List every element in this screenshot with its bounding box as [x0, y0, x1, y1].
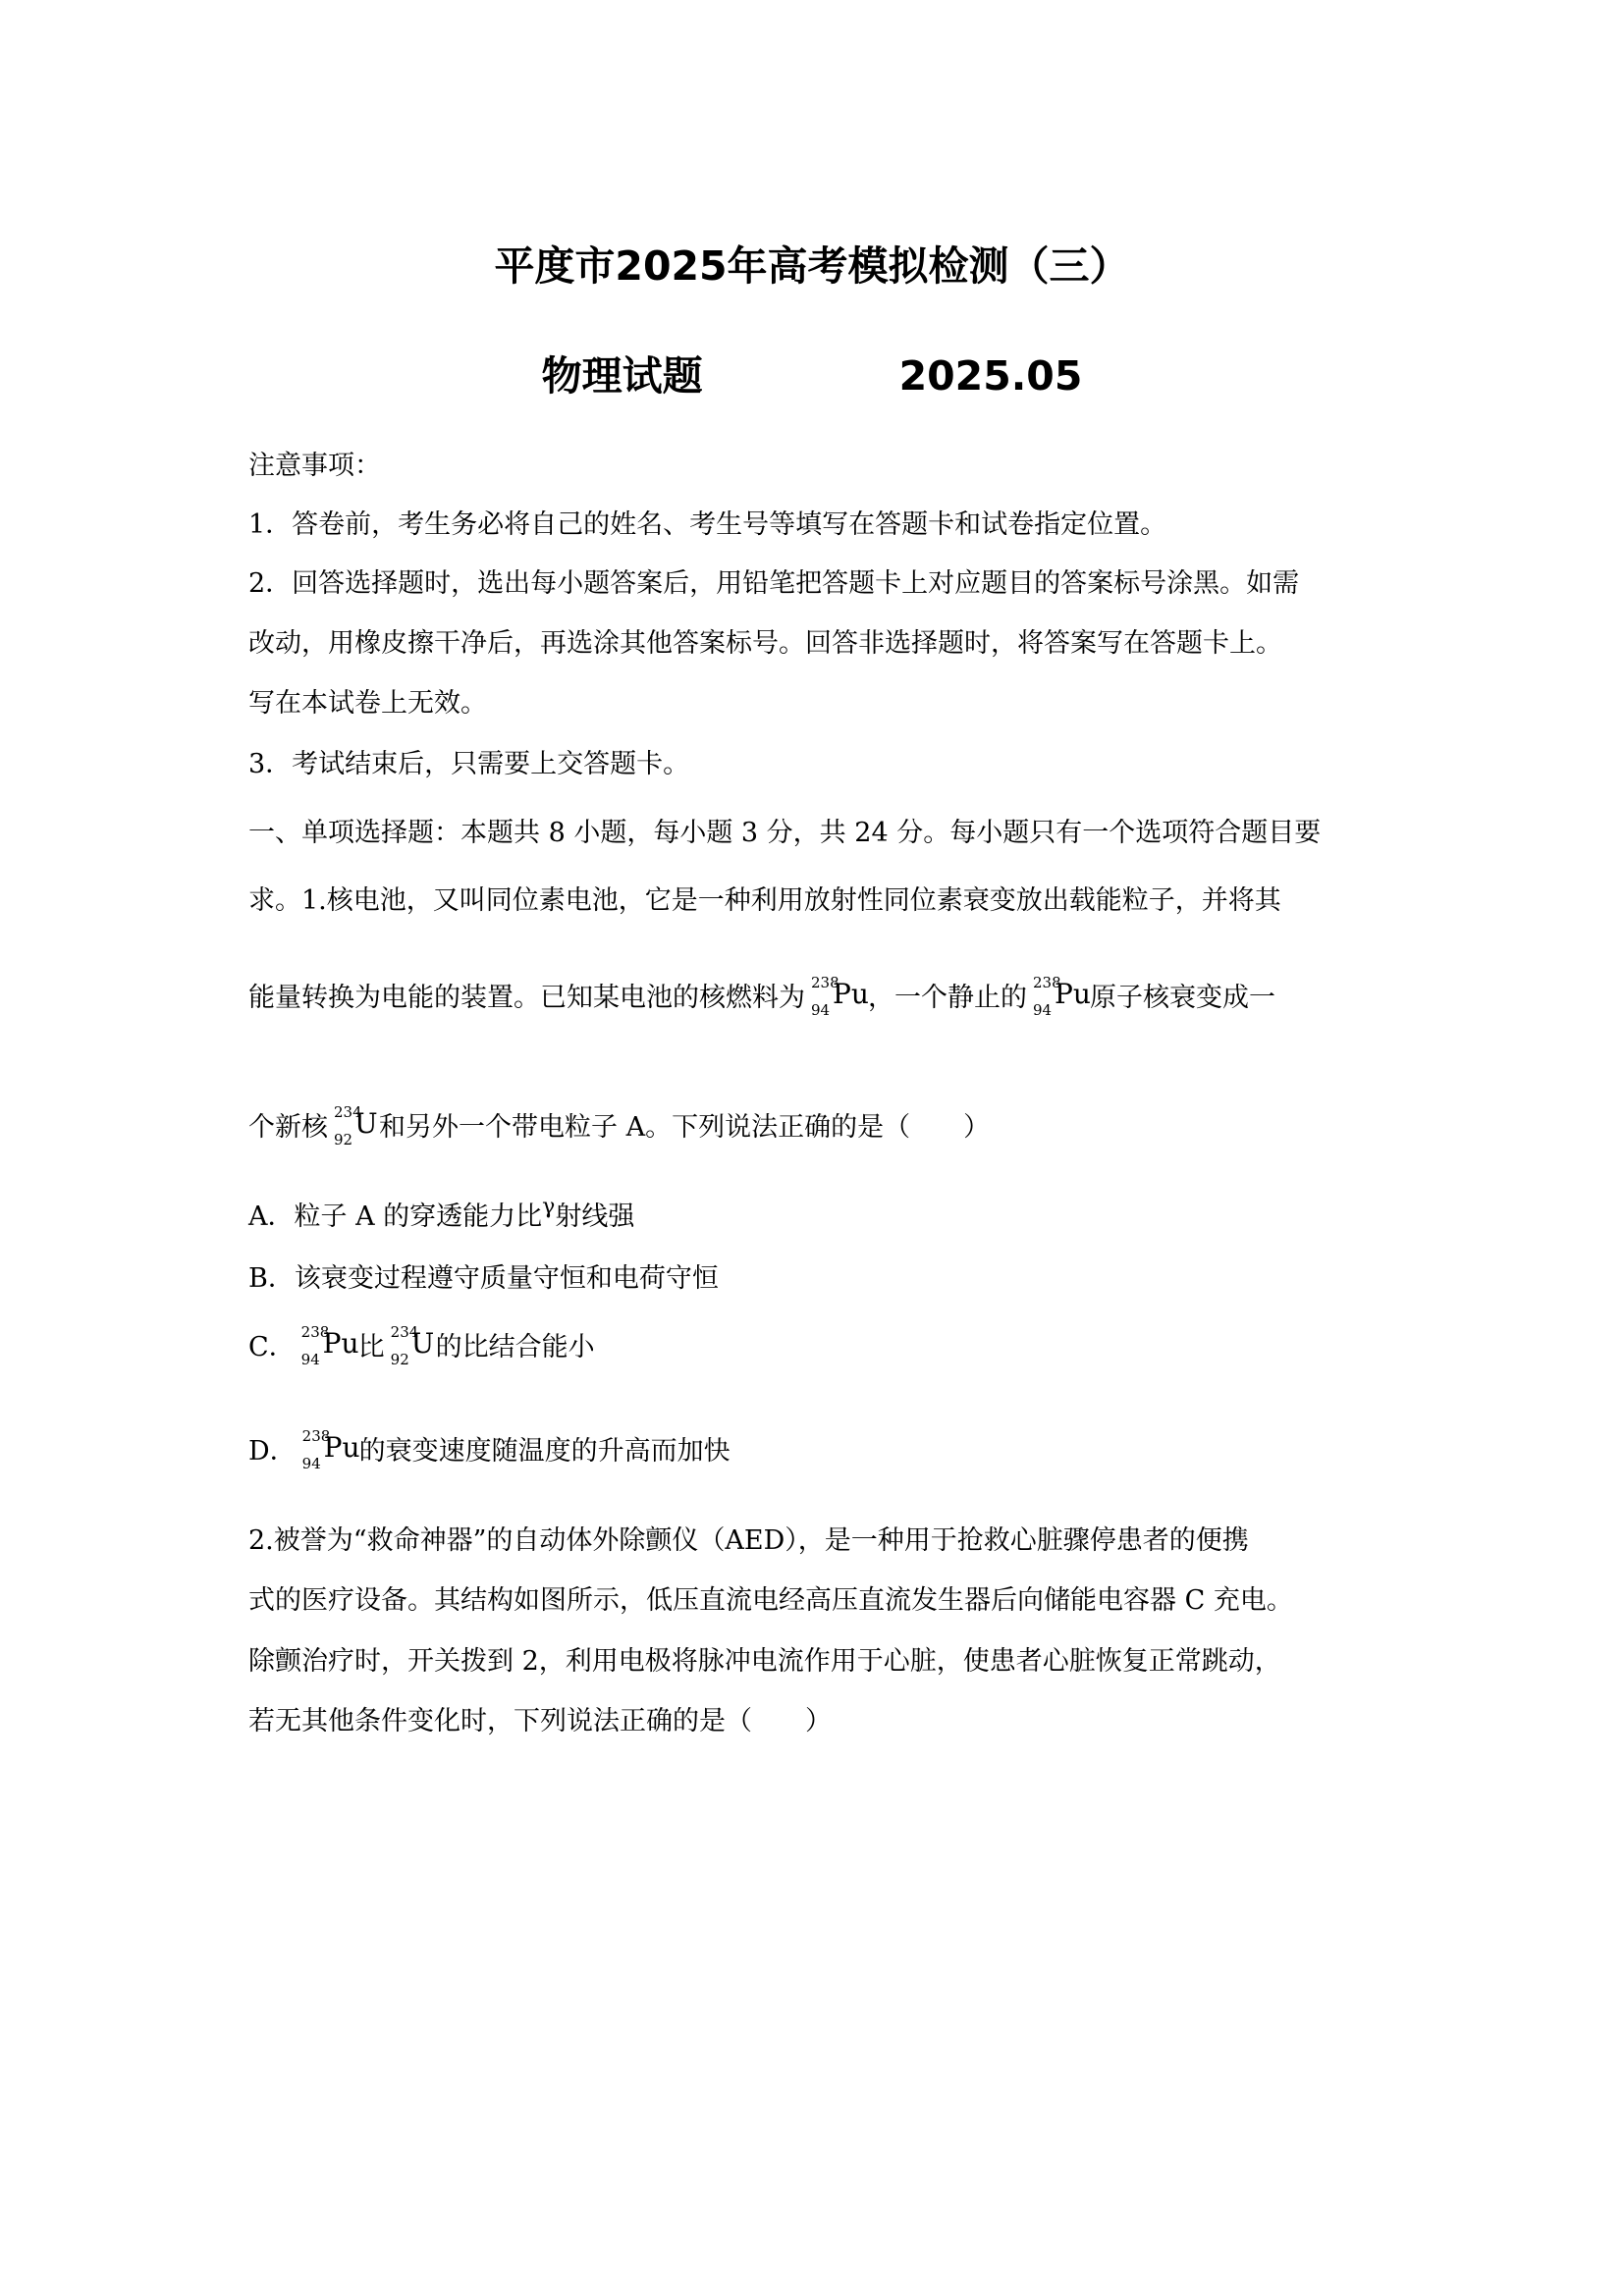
q1-line-4-text-b: 和另外一个带电粒子 A。下列说法正确的是（ ）	[379, 1112, 991, 1143]
exam-title: 平度市2025年高考模拟检测（三）	[494, 242, 1130, 290]
exam-date: 2025.05	[898, 352, 1083, 400]
q1-line-4	[248, 1102, 1387, 1148]
subject-name: 物理试题	[541, 352, 703, 400]
charge-number: 92	[334, 1130, 353, 1148]
option-c-label: C．	[248, 1332, 296, 1362]
q1-line-3-text-a: 能量转换为电能的装置。已知某电池的核燃料为	[248, 983, 805, 1013]
charge-number: 94	[1033, 1000, 1053, 1019]
charge-number: 92	[390, 1350, 409, 1368]
charge-number: 94	[301, 1454, 321, 1472]
notes-item-3: 3．考试结束后，只需要上交答题卡。	[248, 749, 690, 779]
mass-number: 238	[301, 1426, 331, 1445]
q2-line-1: 2.被誉为“救命神器”的自动体外除颤仪（AED），是一种用于抢救心脏骤停患者的便携	[248, 1525, 1249, 1556]
q1-option-d	[248, 1426, 1387, 1472]
q2-line-2: 式的医疗设备。其结构如图所示，低压直流电经高压直流发生器后向储能电容器 C 充电。	[248, 1585, 1293, 1616]
subject-line	[0, 344, 1624, 401]
section-1-line-2: 求。1.核电池，又叫同位素电池，它是一种利用放射性同位素衰变放出载能粒子，并将其	[248, 885, 1281, 916]
q1-option-b: B．该衰变过程遵守质量守恒和电荷守恒	[248, 1263, 719, 1294]
q2-line-4: 若无其他条件变化时，下列说法正确的是（ ）	[248, 1706, 832, 1736]
notes-item-2-line-2: 改动，用橡皮擦干净后，再选涂其他答案标号。回答非选择题时，将答案写在答题卡上。	[248, 628, 1282, 659]
element-symbol: Pu	[833, 977, 869, 1010]
charge-number: 94	[300, 1350, 320, 1368]
gamma-symbol: γ	[542, 1195, 556, 1219]
q1-line-3	[248, 973, 1387, 1019]
q1-line-3-text-c: 原子核衰变成一	[1090, 983, 1275, 1013]
option-a-text-end: 射线强	[555, 1201, 635, 1232]
notes-heading: 注意事项：	[248, 451, 381, 481]
element-symbol: U	[354, 1106, 378, 1140]
q1-line-4-text-a: 个新核	[248, 1112, 328, 1143]
charge-number: 94	[811, 1000, 831, 1019]
notes-item-1: 1．答卷前，考生务必将自己的姓名、考生号等填写在答题卡和试卷指定位置。	[248, 509, 1167, 540]
element-symbol: U	[410, 1326, 435, 1360]
q1-option-c	[248, 1322, 1387, 1368]
option-c-text-end: 的比结合能小	[435, 1332, 595, 1362]
nuclide-pu-238	[298, 1426, 360, 1472]
mass-number: 234	[390, 1322, 419, 1341]
mass-number: 238	[300, 1322, 330, 1341]
mass-number: 238	[811, 973, 839, 991]
nuclide-pu-238	[298, 1322, 359, 1368]
section-1-line-1: 一、单项选择题：本题共 8 小题，每小题 3 分，共 24 分。每小题只有一个选项符合题目要	[248, 818, 1322, 848]
element-symbol: Pu	[1055, 977, 1091, 1010]
nuclide-pu-238	[807, 973, 869, 1019]
q2-line-3: 除颤治疗时，开关拨到 2，利用电极将脉冲电流作用于心脏，使患者心脏恢复正常跳动，	[248, 1646, 1281, 1677]
option-d-text-end: 的衰变速度随温度的升高而加快	[358, 1436, 731, 1467]
mass-number: 234	[334, 1102, 362, 1121]
option-c-text-mid: 比	[357, 1332, 385, 1362]
notes-item-2-line-1: 2．回答选择题时，选出每小题答案后，用铅笔把答题卡上对应题目的答案标号涂黑。如需	[248, 568, 1300, 599]
option-d-label: D．	[248, 1436, 297, 1467]
nuclide-pu-238	[1029, 973, 1091, 1019]
nuclide-u-234	[387, 1322, 435, 1368]
notes-item-2-line-3: 写在本试卷上无效。	[248, 688, 487, 719]
option-a-text: A．粒子 A 的穿透能力比	[248, 1201, 543, 1232]
nuclide-u-234	[330, 1102, 378, 1148]
q1-line-3-text-b: ，一个静止的	[868, 983, 1027, 1013]
mass-number: 238	[1033, 973, 1061, 991]
q1-option-a	[248, 1195, 1387, 1233]
element-symbol: Pu	[322, 1326, 359, 1360]
element-symbol: Pu	[323, 1430, 360, 1464]
